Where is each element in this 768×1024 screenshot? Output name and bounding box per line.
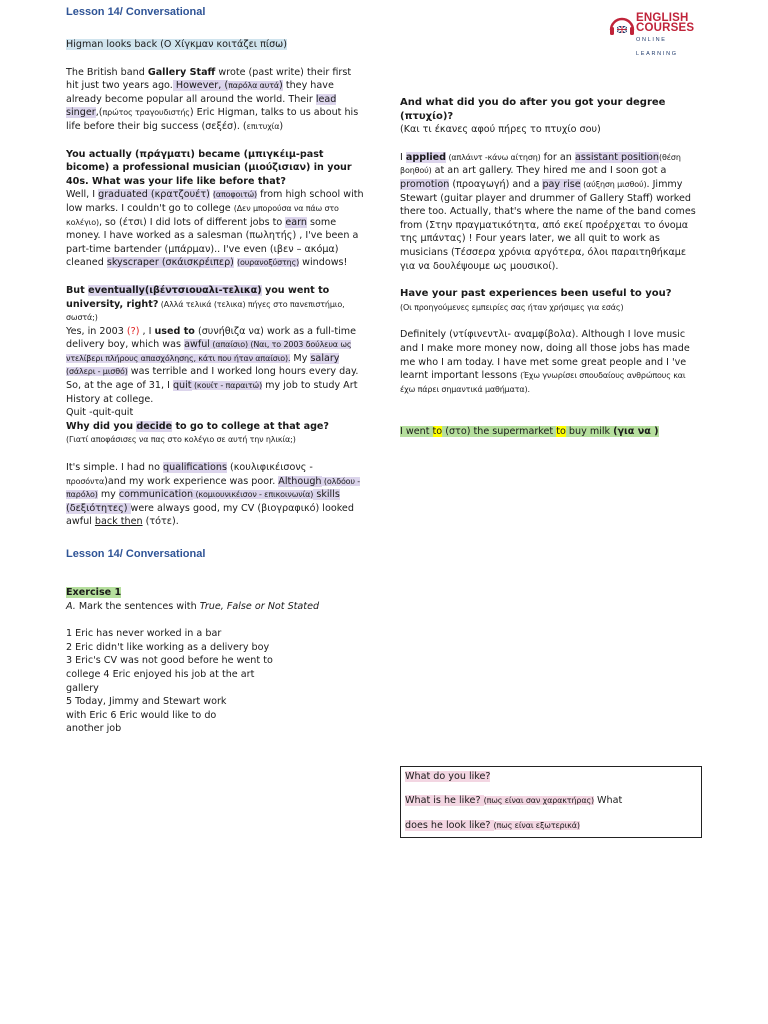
exercise-line: 1 Eric has never worked in a bar <box>66 628 222 640</box>
exercise-line: with Eric 6 Eric would like to do <box>66 709 217 721</box>
right-column <box>400 96 700 396</box>
answer-4: I applied (απλάιντ -κάνω αίτηση) for an assistant position(θέση βοηθού) at an art gallery. They hired me and I soon got a promotion (προαγωγή) and a pay rise (αύξηση μισθού). Jimmy Stewart (guitar player and drummer of Gallery Staff) worked there too. Actually, that's where the name of the band comes from (Στην πραγματικότητα, από εκεί προέρχεται το όνομα της μπάντας) ! Four years later, we all quit to work as musicians (Τέσσερα χρόνια αργότερα, όλοι παραιτηθήκαμε για να δουλέψουμε ως μουσικοί). <box>400 151 696 272</box>
answer-5: Definitely (ντίφινεντλι- αναμφίβολα). Although I love music and I make more money now, doing all those jobs has made me who I am today. I have met some great people and I 've learnt important lessons (Έχω γνωρίσει σπουδαίους ανθρώπους και έχω πάρει σημαντικά μαθήματα). <box>400 329 690 394</box>
logo-line1: ENGLISH <box>636 12 689 24</box>
note-line-2: What is he like? (πως είναι σαν χαρακτήρας) What <box>405 795 623 806</box>
logo <box>607 12 699 57</box>
question-1: You actually (πράγματι) became (μπιγκέιμ-past bicome) a professional musician (μιούζισιαν) in your 40s. What was your life like before that? <box>66 148 352 187</box>
quit-forms: Quit -quit-quit <box>66 407 134 419</box>
exercise-line: another job <box>66 723 122 735</box>
exercise-line: gallery <box>66 682 99 694</box>
note-line-3: does he look like? (πως είναι εξωτερικά) <box>405 820 580 831</box>
headset-flag-icon <box>607 14 637 38</box>
question-2: But eventually(ιβέντσιουαλι-τελικα) you went to university, right? (Αλλά τελικά (τελικα) πήγες στο πανεπιστήμιο, σωστά;) <box>66 284 345 323</box>
paragraph-intro: The British band Gallery Staff wrote (past write) their first hit just two years ago. However, (παρόλα αυτά) they have already become popular all around the world. Their lead singer,(πρώτος τραγουδιστής) Eric Higman, talks to us about his life before their big success (σεξέσ). (επιτυχία) <box>66 66 359 132</box>
supermarket-example: I went to (στο) the supermarket to buy milk (για να ) <box>400 426 659 437</box>
note-box <box>400 766 702 838</box>
answer-1: Well, I graduated (κρατζουέτ) (αποφοιτώ) from high school with low marks. I couldn't go to college (Δεν μπορούσα να πάω στο κολέγιο), so (έτσι) I did lots of different jobs to earn some money. I have worked as a salesman (πωλητής) , I've been a part-time bartender (μπάρμαν).. I've even (ιβεν – ακόμα) cleaned skyscraper (σκάισκρέιπερ) (ουρανοξύστης) windows! <box>66 189 364 269</box>
exercise-line: 3 Eric's CV was not good before he went to <box>66 655 273 667</box>
question-4-translation: (Και τι έκανες αφού πήρες το πτυχίο σου) <box>400 124 601 136</box>
exercise-line: college 4 Eric enjoyed his job at the art <box>66 668 255 680</box>
lead-singer-term: lead singer <box>66 93 337 119</box>
exercise-list <box>66 627 366 736</box>
answer-2: Yes, in 2003 (?) , I used to (συνήθιζα να) work as a full-time delivery boy, which was awful (απαίσιο) (Ναι, το 2003 δούλευα ως ντελίβερι πλήρους απασχόλησης, κάτι που ήταν απαίσιο). My salary (σάλερι - μισθό) was terrible and I worked long hours every day. So, at the age of 31, I quit (κουίτ - παραιτώ) my job to study Art History at college. <box>66 325 359 405</box>
logo-line2: COURSES <box>636 22 695 34</box>
exercise-instructions: A. Mark the sentences with True, False or Not Stated <box>66 600 320 612</box>
exercise-section <box>66 586 366 736</box>
left-column <box>66 38 366 529</box>
exercise-line: 2 Eric didn't like working as a delivery boy <box>66 641 270 653</box>
question-4: And what did you do after you got your degree (πτυχίο)? <box>400 97 666 122</box>
lesson-title-2: Lesson 14/ Conversational <box>66 548 206 560</box>
question-3-translation: (Γιατί αποφάσισες να πας στο κολέγιο σε αυτή την ηλικία;) <box>66 435 296 445</box>
logo-tagline: ONLINE LEARNING <box>636 37 678 57</box>
question-5: Have your past experiences been useful to you? <box>400 288 672 300</box>
exercise-line: 5 Today, Jimmy and Stewart work <box>66 696 227 708</box>
answer-3: It's simple. I had no qualifications (κουλιφικέισονς - προσόντα)and my work experience was poor. Although (ολδόου - παρόλο) my communication (κομιουνικέισον - επικοινωνία) skills (δεξιότητες) were always good, my CV (βιογραφικό) looked awful back then (τότε). <box>66 462 361 528</box>
note-line-1: What do you like? <box>405 771 491 782</box>
question-3: Why did you decide to go to college at that age? <box>66 420 330 432</box>
intro-title: Higman looks back (Ο Χίγκμαν κοιτάζει πίσω) <box>66 39 287 50</box>
exercise-label: Exercise 1 <box>66 587 122 598</box>
lesson-title: Lesson 14/ Conversational <box>66 6 206 18</box>
question-5-translation: (Οι προηγούμενες εμπειρίες σας ήταν χρήσιμες για εσάς) <box>400 302 624 312</box>
